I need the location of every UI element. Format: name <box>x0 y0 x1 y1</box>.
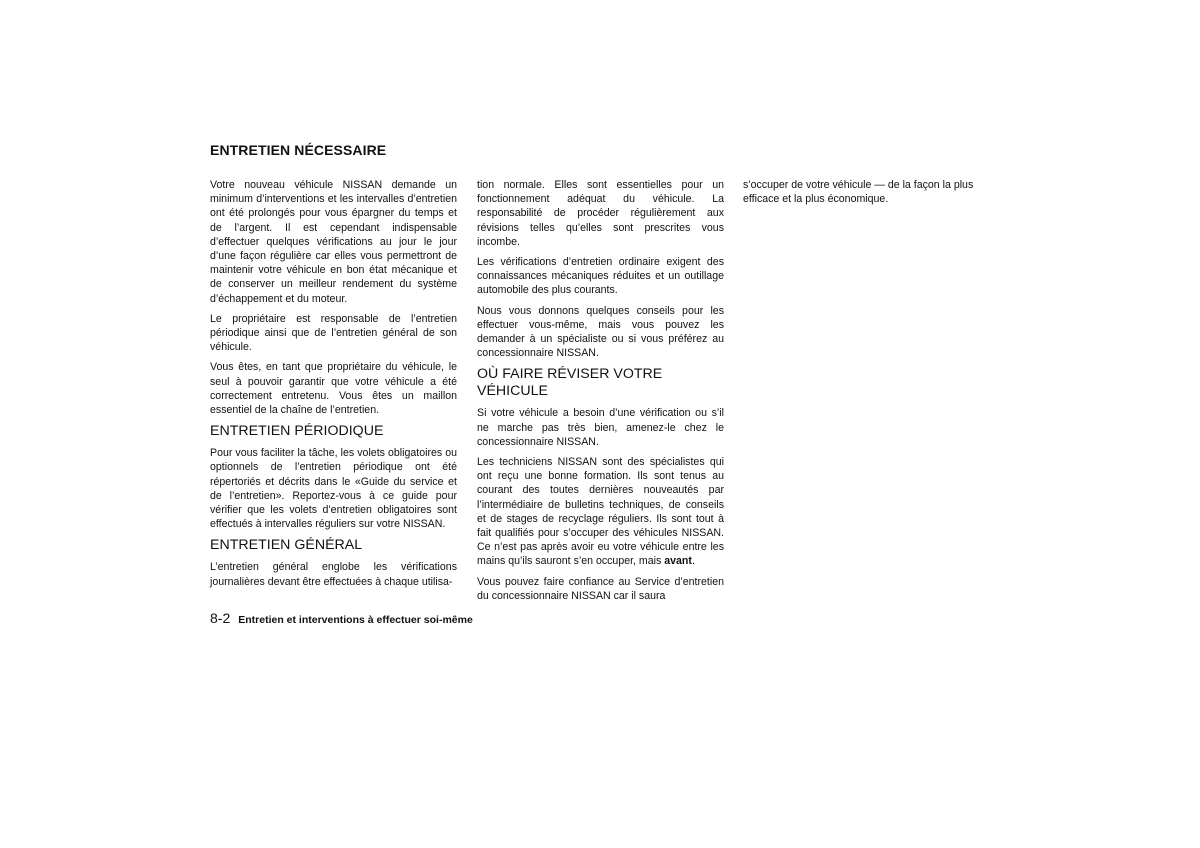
paragraph: s’occuper de votre véhicule — de la façon la plus efficace et la plus économique. <box>743 179 974 206</box>
text-column-3 <box>743 178 990 212</box>
text-column-2 <box>477 178 724 609</box>
paragraph: Nous vous donnons quelques conseils pour les effectuer vous-même, mais vous pouvez les demander à un spécialiste ou si vous préférez au concessionnaire NISSAN. <box>477 304 724 360</box>
paragraph-text: Les techniciens NISSAN sont des spécialistes qui ont reçu une bonne formation. Ils sont tenus au courant des toutes dernières nouveautés par l’intermédiaire de bulletins techniques, de conseils et de stages de recyclage réguliers. Ils sont tout à fait qualifiés pour s’occuper des véhicules NISSAN. Ce n’est pas après avoir eu votre véhicule entre les mains qu’ils sauront s’en occuper, mais <box>477 456 724 568</box>
paragraph: Si votre véhicule a besoin d’une vérification ou s’il ne marche pas très bien, amenez-le chez le concessionnaire NISSAN. <box>477 407 724 448</box>
page-number: 8-2 <box>210 610 231 626</box>
section-heading-general: ENTRETIEN GÉNÉRAL <box>210 537 363 554</box>
paragraph: L’entretien général englobe les vérifications journalières devant être effectuées à chaque utilisa- <box>210 561 457 588</box>
paragraph-text-end: . <box>691 555 695 568</box>
text-column-1 <box>210 178 457 595</box>
emphasis-text: avant <box>664 555 692 568</box>
paragraph <box>477 455 724 569</box>
paragraph: Les vérifications d’entretien ordinaire exigent des connaissances mécaniques réduites et un outillage automobile des plus courants. <box>477 256 724 297</box>
page-title: ENTRETIEN NÉCESSAIRE <box>210 142 387 158</box>
paragraph: Pour vous faciliter la tâche, les volets obligatoires ou optionnels de l’entretien périodique ont été répertoriés et décrits dans le «Guide du service et de l’entretien». Reportez-vous à ce guide pour vérifier que les volets d’entretien obligatoires sont effectués à intervalles réguliers sur votre NISSAN. <box>210 447 457 531</box>
chapter-title: Entretien et interventions à effectuer soi-même <box>238 614 473 626</box>
paragraph: Le propriétaire est responsable de l’entretien périodique ainsi que de l’entretien général de son véhicule. <box>210 312 457 354</box>
section-heading-reviser: OÙ FAIRE RÉVISER VOTRE VÉHICULE <box>477 366 663 400</box>
paragraph: tion normale. Elles sont essentielles pour un fonctionnement adéquat du véhicule. La responsabilité de procéder régulièrement aux révisions telles qu’elles sont prescrites vous incombe. <box>477 179 724 248</box>
paragraph: Vous êtes, en tant que propriétaire du véhicule, le seul à pouvoir garantir que votre véhicule a été correctement entretenu. Vous êtes un maillon essentiel de la chaîne de l’entretien. <box>210 361 457 417</box>
page-footer <box>210 610 473 626</box>
paragraph: Vous pouvez faire confiance au Service d’entretien du concessionnaire NISSAN car il saura <box>477 575 724 602</box>
section-heading-periodique: ENTRETIEN PÉRIODIQUE <box>210 423 384 440</box>
paragraph: Votre nouveau véhicule NISSAN demande un minimum d’interventions et les intervalles d’entretien ont été prolongés pour vous épargner du temps et de l’argent. Il est cependant indispensable d’effectuer quelques vérifications au jour le jour d’une façon régulière car elles vous permettront de maintenir votre véhicule en bon état mécanique et de conserver un meilleur rendement du système d’échappement et du moteur. <box>210 179 457 305</box>
